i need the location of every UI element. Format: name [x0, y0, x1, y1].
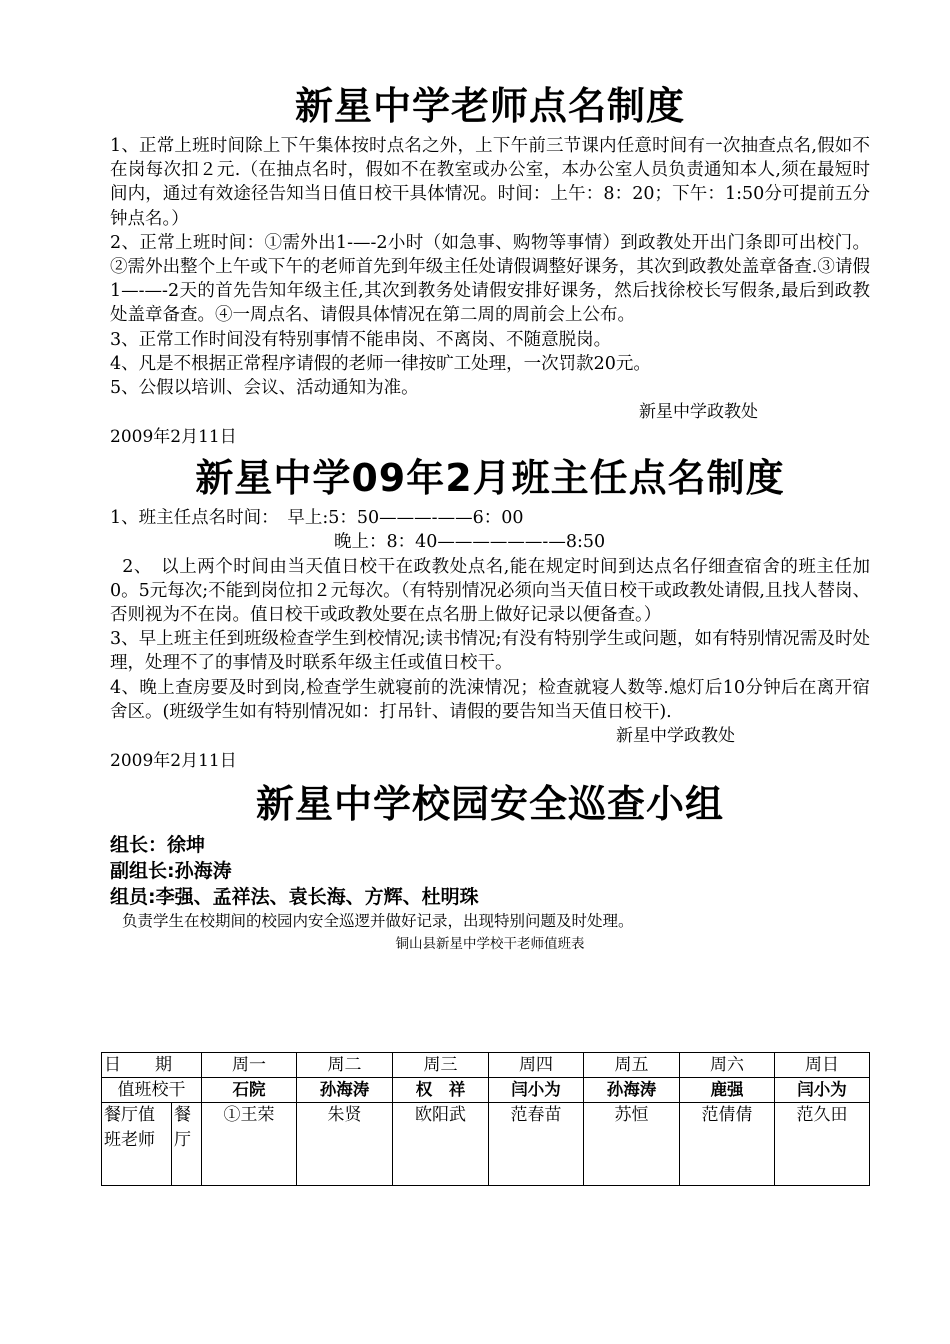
canteen-teacher-cell: 欧阳武 [393, 1103, 489, 1186]
section1-item-2: 2、正常上班时间：①需外出1-—-2小时（如急事、购物等事情）到政教处开出门条即可出校门。②需外出整个上午或下午的老师首先到年级主任处请假调整好课务，其次到政教处盖章备查.③请假1—-—-2天的首先告知年级主任,其次到教务处请假安排好课务，然后找徐校长写假条,最后到政教处盖章备查。④一周点名、请假具体情况在第二周的周前会上公布。 [110, 232, 870, 326]
document-page [110, 78, 870, 954]
group-vice-leader: 副组长:孙海涛 [110, 860, 232, 883]
duty-officer-cell: 权 祥 [393, 1078, 489, 1103]
day-cell: 周日 [775, 1053, 870, 1078]
day-cell: 周一 [202, 1053, 297, 1078]
group-duty-note: 负责学生在校期间的校园内安全巡逻并做好记录，出现特别问题及时处理。 [122, 912, 634, 931]
section2-item-4: 4、晚上查房要及时到岗,检查学生就寝前的洗涑情况；检查就寝人数等.熄灯后10分钟后在离开宿舍区。(班级学生如有特别情况如：打吊针、请假的要告知当天值日校干). [110, 677, 870, 722]
day-cell: 周六 [680, 1053, 775, 1078]
day-cell: 周二 [297, 1053, 393, 1078]
table-row-dates [102, 1053, 870, 1078]
day-cell: 周四 [489, 1053, 584, 1078]
section2-item-2: 2、 以上两个时间由当天值日校干在政教处点名,能在规定时间到达点名仔细查宿舍的班主任加0。5元每次;不能到岗位扣２元每次。（有特别情况必须向当天值日校干或政教处请假,且找人替岗、否则视为不在岗。值日校干或政教处要在点名册上做好记录以便备查。） [110, 556, 870, 626]
group-members: 组员:李强、孟祥法、袁长海、方辉、杜明珠 [110, 886, 479, 909]
date-label-cell: 日 期 [102, 1053, 202, 1078]
section2-line-2: 晚上：8：40——————-—8:50 [334, 532, 606, 553]
section1-title: 新星中学老师点名制度 [294, 84, 685, 128]
duty-officer-cell: 孙海涛 [297, 1078, 393, 1103]
section1-item-3: 3、正常工作时间没有特别事情不能串岗、不离岗、不随意脱岗。 [110, 329, 612, 350]
section1-date: 2009年2月11日 [110, 427, 237, 448]
section1-item-1: 1、正常上班时间除上下午集体按时点名之外，上下午前三节课内任意时间有一次抽查点名,假如不在岗每次扣２元.（在抽点名时，假如不在教室或办公室，本办公室人员负责通知本人,须在最短时间内，通过有效途径告知当日值日校干具体情况。时间：上午：8：20；下午：1:50分可提前五分钟点名。） [110, 136, 870, 229]
canteen-teacher-cell: 范久田 [775, 1103, 870, 1186]
duty-table-caption: 铜山县新星中学校干老师值班表 [395, 936, 585, 953]
canteen-teacher-cell: 朱贤 [297, 1103, 393, 1186]
canteen-sub-cell: 餐厅 [172, 1103, 202, 1186]
section3-title: 新星中学校园安全巡查小组 [255, 782, 724, 827]
group-leader: 组长：徐坤 [110, 834, 206, 857]
duty-officer-cell: 孙海涛 [584, 1078, 680, 1103]
canteen-teacher-cell: 苏恒 [584, 1103, 680, 1186]
canteen-teacher-cell: 范倩倩 [680, 1103, 775, 1186]
section1-item-4: 4、凡是不根据正常程序请假的老师一律按旷工处理，一次罚款20元。 [110, 353, 651, 374]
canteen-teacher-cell: ①王荣 [202, 1103, 297, 1186]
canteen-teacher-cell: 范春苗 [489, 1103, 584, 1186]
section2-title: 新星中学09年2月班主任点名制度 [195, 456, 785, 501]
section1-signature: 新星中学政教处 [639, 402, 758, 423]
section2-date: 2009年2月11日 [110, 751, 237, 772]
duty-officer-cell: 闫小为 [775, 1078, 870, 1103]
section2-line-1: 1、班主任点名时间： 早上:5：50———-——6：00 [110, 508, 524, 529]
section1-item-5: 5、公假以培训、会议、活动通知为准。 [110, 378, 419, 399]
duty-officer-cell: 鹿强 [680, 1078, 775, 1103]
canteen-label-cell: 餐厅值班老师 [102, 1103, 172, 1186]
table-row-duty-officers [102, 1078, 870, 1103]
duty-label-cell: 值班校干 [102, 1078, 202, 1103]
section2-signature: 新星中学政教处 [616, 726, 735, 747]
day-cell: 周三 [393, 1053, 489, 1078]
table-row-canteen [102, 1103, 870, 1186]
duty-officer-cell: 闫小为 [489, 1078, 584, 1103]
duty-table [101, 1052, 870, 1186]
duty-officer-cell: 石院 [202, 1078, 297, 1103]
day-cell: 周五 [584, 1053, 680, 1078]
section2-item-3: 3、早上班主任到班级检查学生到校情况;读书情况;有没有特别学生或问题，如有特别情况需及时处理，处理不了的事情及时联系年级主任或值日校干。 [110, 629, 870, 674]
